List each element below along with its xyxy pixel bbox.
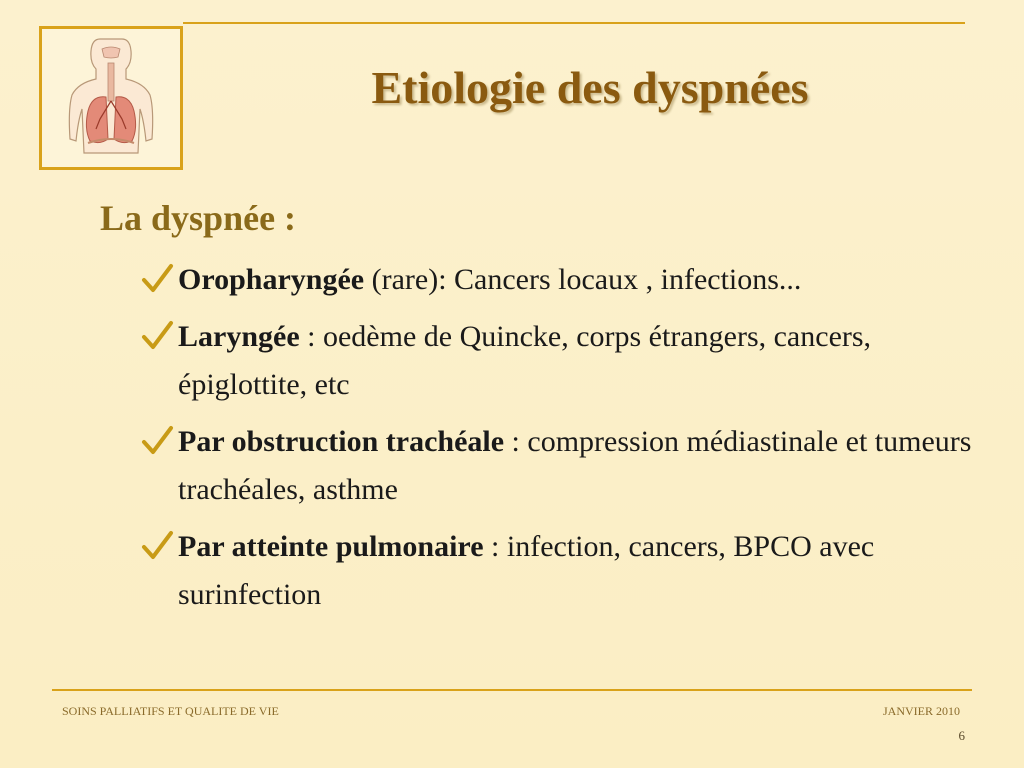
bullet-term: Oropharyngée: [178, 263, 365, 296]
bullet-item: [140, 418, 990, 514]
footer-left-text: SOINS PALLIATIFS ET QUALITE DE VIE: [62, 704, 279, 718]
bullet-item: [140, 256, 990, 304]
bullet-text: (rare): Cancers locaux , infections...: [364, 263, 802, 296]
section-heading: La dyspnée :: [100, 198, 297, 238]
bullet-term: Par atteinte pulmonaire: [178, 530, 484, 563]
slide-title: Etiologie des dyspnées: [371, 62, 809, 113]
bottom-rule: [52, 689, 972, 691]
bullet-text: : compression médiastinale et tumeurs trachéales, asthme: [178, 425, 972, 506]
top-rule: [183, 22, 965, 24]
page-number: 6: [958, 728, 965, 743]
bullet-list: [140, 256, 990, 628]
checkmark-icon: [140, 319, 174, 353]
bullet-text: : infection, cancers, BPCO avec surinfection: [178, 530, 875, 611]
footer-date: JANVIER 2010: [883, 704, 960, 718]
checkmark-icon: [140, 529, 174, 563]
bullet-term: Laryngée: [178, 320, 300, 353]
bullet-item: [140, 523, 990, 619]
respiratory-anatomy-icon: [39, 26, 183, 170]
bullet-term: Par obstruction trachéale: [178, 425, 505, 458]
checkmark-icon: [140, 424, 174, 458]
bullet-text: : oedème de Quincke, corps étrangers, cancers, épiglottite, etc: [178, 320, 872, 401]
bullet-item: [140, 313, 990, 409]
checkmark-icon: [140, 262, 174, 296]
